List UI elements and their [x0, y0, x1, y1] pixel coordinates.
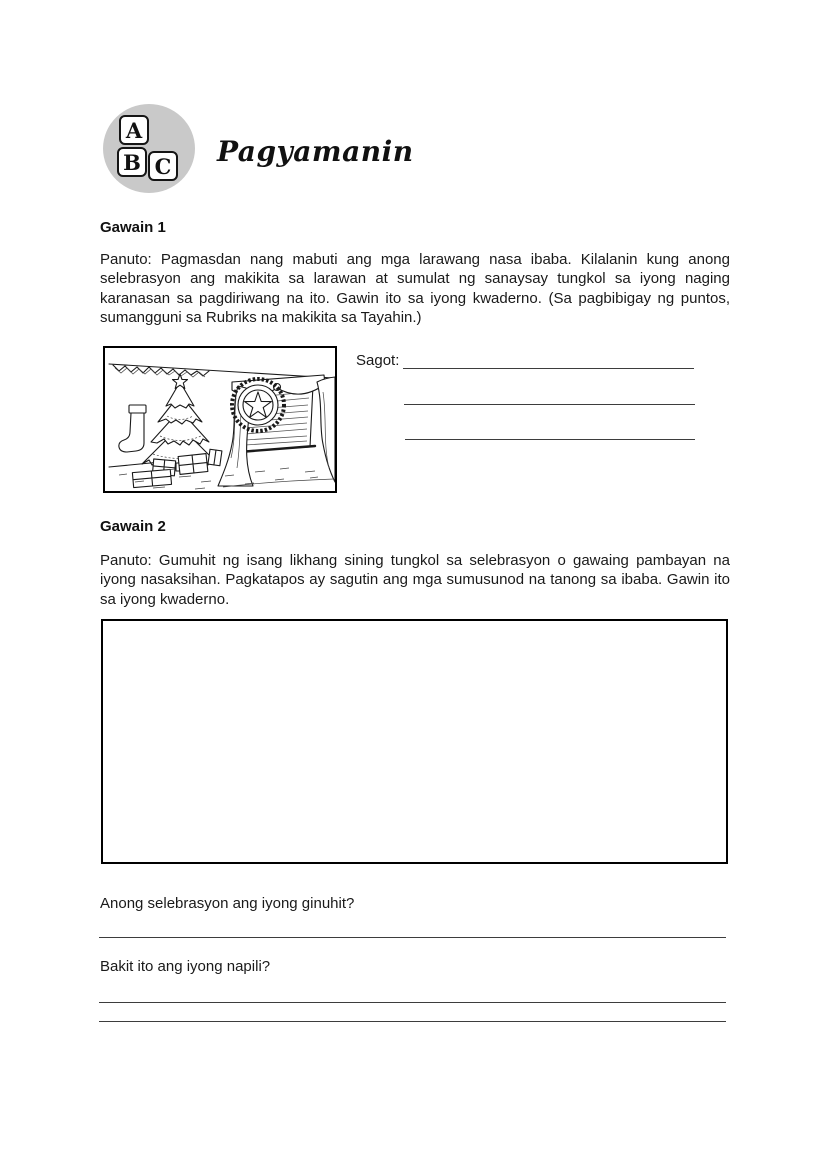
sagot-label: Sagot: — [356, 352, 400, 369]
logo-letter-b: B — [123, 149, 141, 175]
gawain1-heading: Gawain 1 — [100, 219, 166, 236]
logo-letter-a: A — [125, 117, 143, 143]
question-1-answer-line — [99, 937, 726, 938]
page-title: Pagyamanin — [217, 135, 414, 168]
question-2: Bakit ito ang iyong napili? — [100, 958, 271, 975]
gawain2-heading: Gawain 2 — [100, 518, 166, 535]
abc-logo-block-a — [119, 115, 149, 145]
logo-letter-c: C — [154, 153, 172, 179]
christmas-scene-drawing — [105, 348, 335, 491]
question-2-answer-line-1 — [99, 1002, 726, 1003]
sagot-answer-line-3 — [405, 439, 695, 440]
question-1: Anong selebrasyon ang iyong ginuhit? — [100, 895, 355, 912]
sagot-answer-line-1 — [403, 368, 694, 369]
question-2-answer-line-2 — [99, 1021, 726, 1022]
abc-logo-block-c — [148, 151, 178, 181]
sagot-answer-line-2 — [404, 404, 695, 405]
gawain1-instructions: Panuto: Pagmasdan nang mabuti ang mga larawang nasa ibaba. Kilalanin kung anong selebrasyon ang makikita sa larawan at sumulat ng sanaysay tungkol sa iyong naging karanasan sa pagdiriwang na ito. Gawin ito sa iyong kwaderno. (Sa pagbibigay ng puntos, sumangguni sa Rubriks na makikita sa Tayahin.) — [100, 251, 730, 327]
drawing-area-box — [101, 619, 728, 864]
abc-logo-circle — [103, 104, 195, 193]
gawain2-instructions: Panuto: Gumuhit ng isang likhang sining tungkol sa selebrasyon o gawaing pambayan na iyong nasaksihan. Pagkatapos ay sagutin ang mga sumusunod na tanong sa ibaba. Gawin ito sa iyong kwaderno. — [100, 552, 730, 608]
abc-logo-block-b — [117, 147, 147, 177]
christmas-scene-image — [103, 346, 337, 493]
